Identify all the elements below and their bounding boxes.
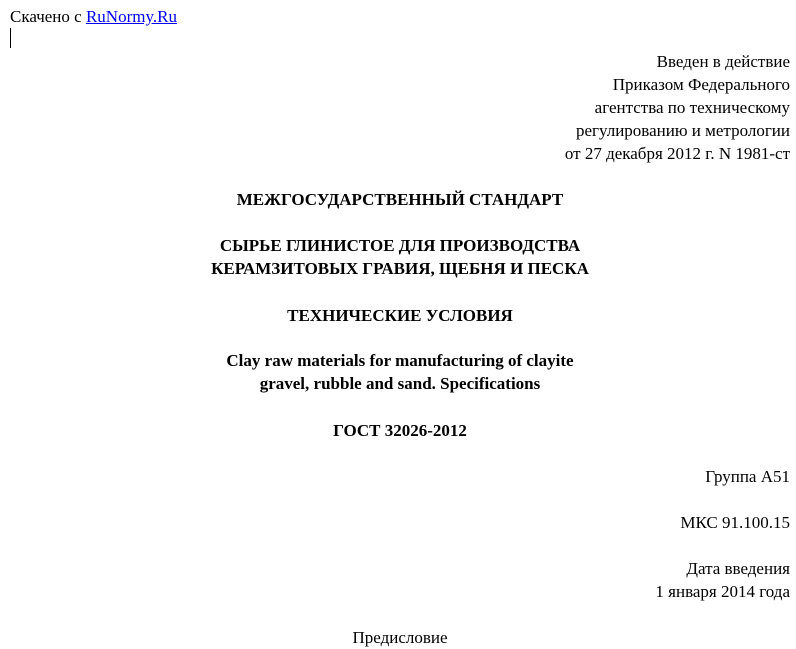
english-title-line: Clay raw materials for manufacturing of clayite (226, 351, 574, 370)
standard-title (0, 234, 796, 280)
introduction-note (565, 50, 790, 165)
runormy-link[interactable]: RuNormy.Ru (85, 7, 177, 26)
intro-line: от 27 декабря 2012 г. N 1981-ст (564, 144, 790, 163)
intro-line: агентства по техническому (594, 98, 790, 117)
source-note (10, 5, 177, 28)
standard-type: МЕЖГОСУДАРСТВЕННЫЙ СТАНДАРТ (236, 190, 564, 209)
source-prefix: Скачено с (10, 7, 86, 26)
standard-code: ГОСТ 32026-2012 (333, 421, 467, 440)
standard-subtitle: ТЕХНИЧЕСКИЕ УСЛОВИЯ (287, 306, 513, 325)
title-line: СЫРЬЕ ГЛИНИСТОЕ ДЛЯ ПРОИЗВОДСТВА (219, 236, 581, 255)
mks-code: МКС 91.100.15 (680, 513, 790, 532)
intro-line: Введен в действие (656, 52, 790, 71)
intro-date-label: Дата введения (686, 559, 790, 578)
group-code: Группа А51 (705, 467, 790, 486)
english-title (0, 349, 796, 395)
intro-line: регулированию и метрологии (575, 121, 790, 140)
english-title-line: gravel, rubble and sand. Specifications (259, 374, 541, 393)
intro-date-value: 1 января 2014 года (655, 582, 790, 601)
text-cursor (10, 28, 11, 48)
introduction-date (655, 557, 790, 603)
section-heading-foreword: Предисловие (352, 628, 448, 647)
title-line: КЕРАМЗИТОВЫХ ГРАВИЯ, ЩЕБНЯ И ПЕСКА (211, 259, 589, 278)
intro-line: Приказом Федерального (612, 75, 790, 94)
